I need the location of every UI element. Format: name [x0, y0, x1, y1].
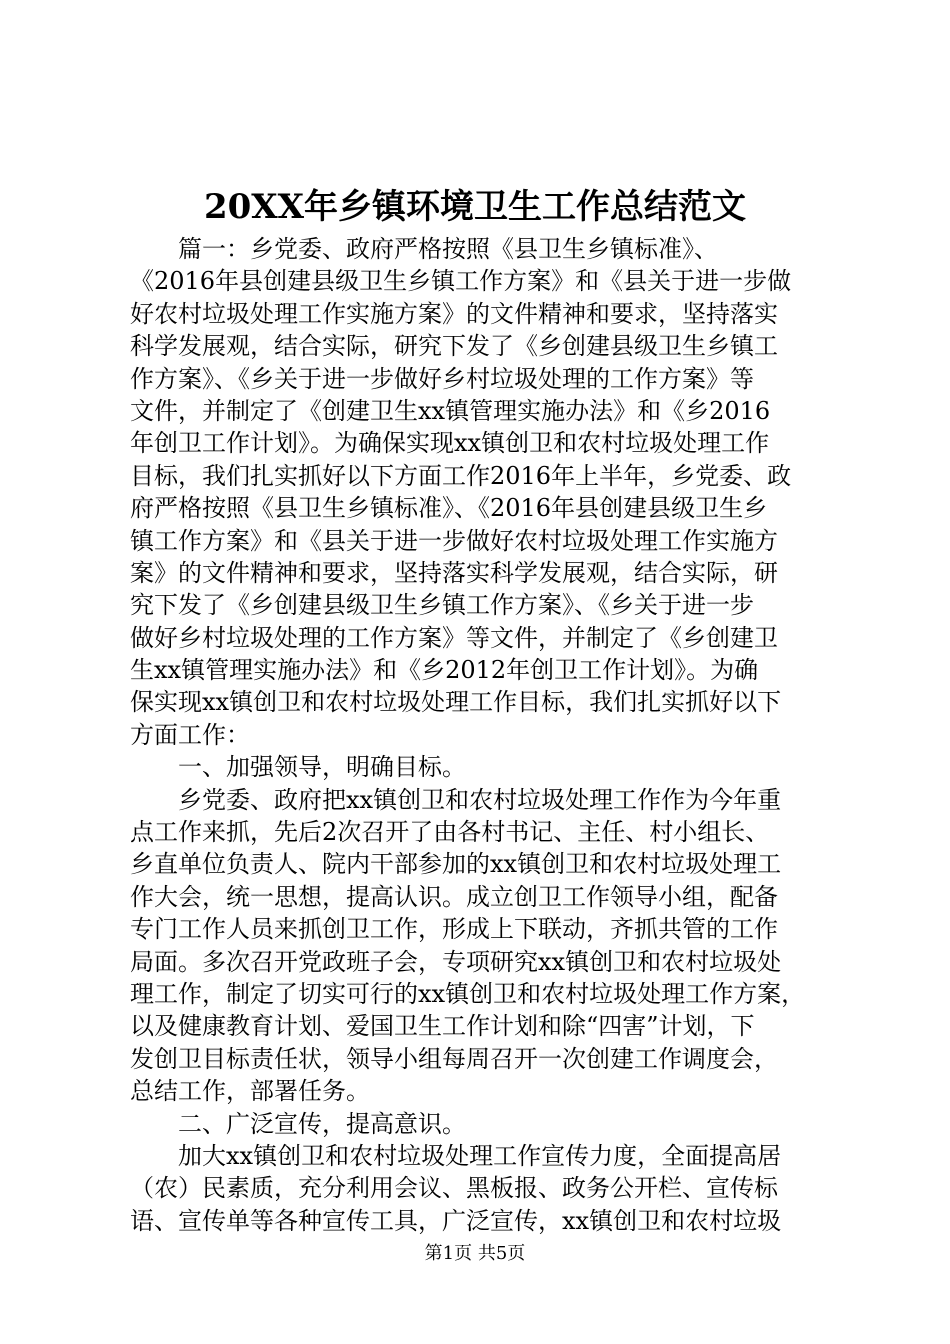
body-line: 点工作来抓，先后2次召开了由各村书记、主任、村小组长、 [130, 818, 770, 847]
body-line: 理工作，制定了切实可行的xx镇创卫和农村垃圾处理工作方案， [130, 979, 806, 1008]
body-line: 乡直单位负责人、院内干部参加的xx镇创卫和农村垃圾处理工 [130, 850, 782, 879]
body-line: 案》的文件精神和要求，坚持落实科学发展观，结合实际，研 [130, 558, 778, 587]
body-line: 方面工作： [130, 720, 250, 749]
document-title: 20XX年乡镇环境卫生工作总结范文 [203, 187, 747, 227]
body-line: 做好乡村垃圾处理的工作方案》等文件，并制定了《乡创建卫 [130, 623, 778, 652]
body-line: 发创卫目标责任状，领导小组每周召开一次创建工作调度会， [130, 1044, 778, 1073]
section-heading: 二、广泛宣传，提高意识。 [130, 1109, 466, 1138]
body-line: 专门工作人员来抓创卫工作，形成上下联动，齐抓共管的工作 [130, 915, 778, 944]
body-line: 府严格按照《县卫生乡镇标准》、《2016年县创建县级卫生乡 [130, 494, 768, 523]
page-footer: 第1页 共5页 [424, 1243, 526, 1264]
body-line: 乡党委、政府把xx镇创卫和农村垃圾处理工作作为今年重 [130, 785, 782, 814]
body-line: 镇工作方案》和《县关于进一步做好农村垃圾处理工作实施方 [130, 526, 778, 555]
body-line: 生xx镇管理实施办法》和《乡2012年创卫工作计划》。为确 [130, 656, 759, 685]
document-body [130, 233, 850, 1237]
section-heading: 一、加强领导，明确目标。 [130, 753, 466, 782]
body-line: 作大会，统一思想，提高认识。成立创卫工作领导小组，配备 [130, 882, 778, 911]
body-line: 究下发了《乡创建县级卫生乡镇工作方案》、《乡关于进一步 [130, 591, 754, 620]
body-line: 以及健康教育计划、爱国卫生工作计划和除“四害”计划，下 [130, 1012, 755, 1041]
body-line: 总结工作，部署任务。 [130, 1077, 370, 1106]
body-line: 好农村垃圾处理工作实施方案》的文件精神和要求，坚持落实 [130, 299, 778, 328]
body-line: 保实现xx镇创卫和农村垃圾处理工作目标，我们扎实抓好以下 [130, 688, 782, 717]
body-line: 目标，我们扎实抓好以下方面工作2016年上半年，乡党委、政 [130, 461, 792, 490]
body-line: （农）民素质，充分利用会议、黑板报、政务公开栏、宣传标 [130, 1174, 778, 1203]
body-line: 篇一：乡党委、政府严格按照《县卫生乡镇标准》、 [130, 235, 718, 263]
body-line: 文件，并制定了《创建卫生xx镇管理实施办法》和《乡2016 [130, 396, 771, 425]
body-line: 科学发展观，结合实际，研究下发了《乡创建县级卫生乡镇工 [130, 332, 778, 361]
body-line: 语、宣传单等各种宣传工具，广泛宣传，xx镇创卫和农村垃圾 [130, 1206, 782, 1235]
body-line: 作方案》、《乡关于进一步做好乡村垃圾处理的工作方案》等 [130, 364, 754, 393]
body-line: 《2016年县创建县级卫生乡镇工作方案》和《县关于进一步做 [130, 267, 792, 296]
body-line: 局面。多次召开党政班子会，专项研究xx镇创卫和农村垃圾处 [130, 947, 782, 976]
body-line: 年创卫工作计划》。为确保实现xx镇创卫和农村垃圾处理工作 [130, 429, 770, 458]
body-line: 加大xx镇创卫和农村垃圾处理工作宣传力度，全面提高居 [130, 1141, 782, 1170]
